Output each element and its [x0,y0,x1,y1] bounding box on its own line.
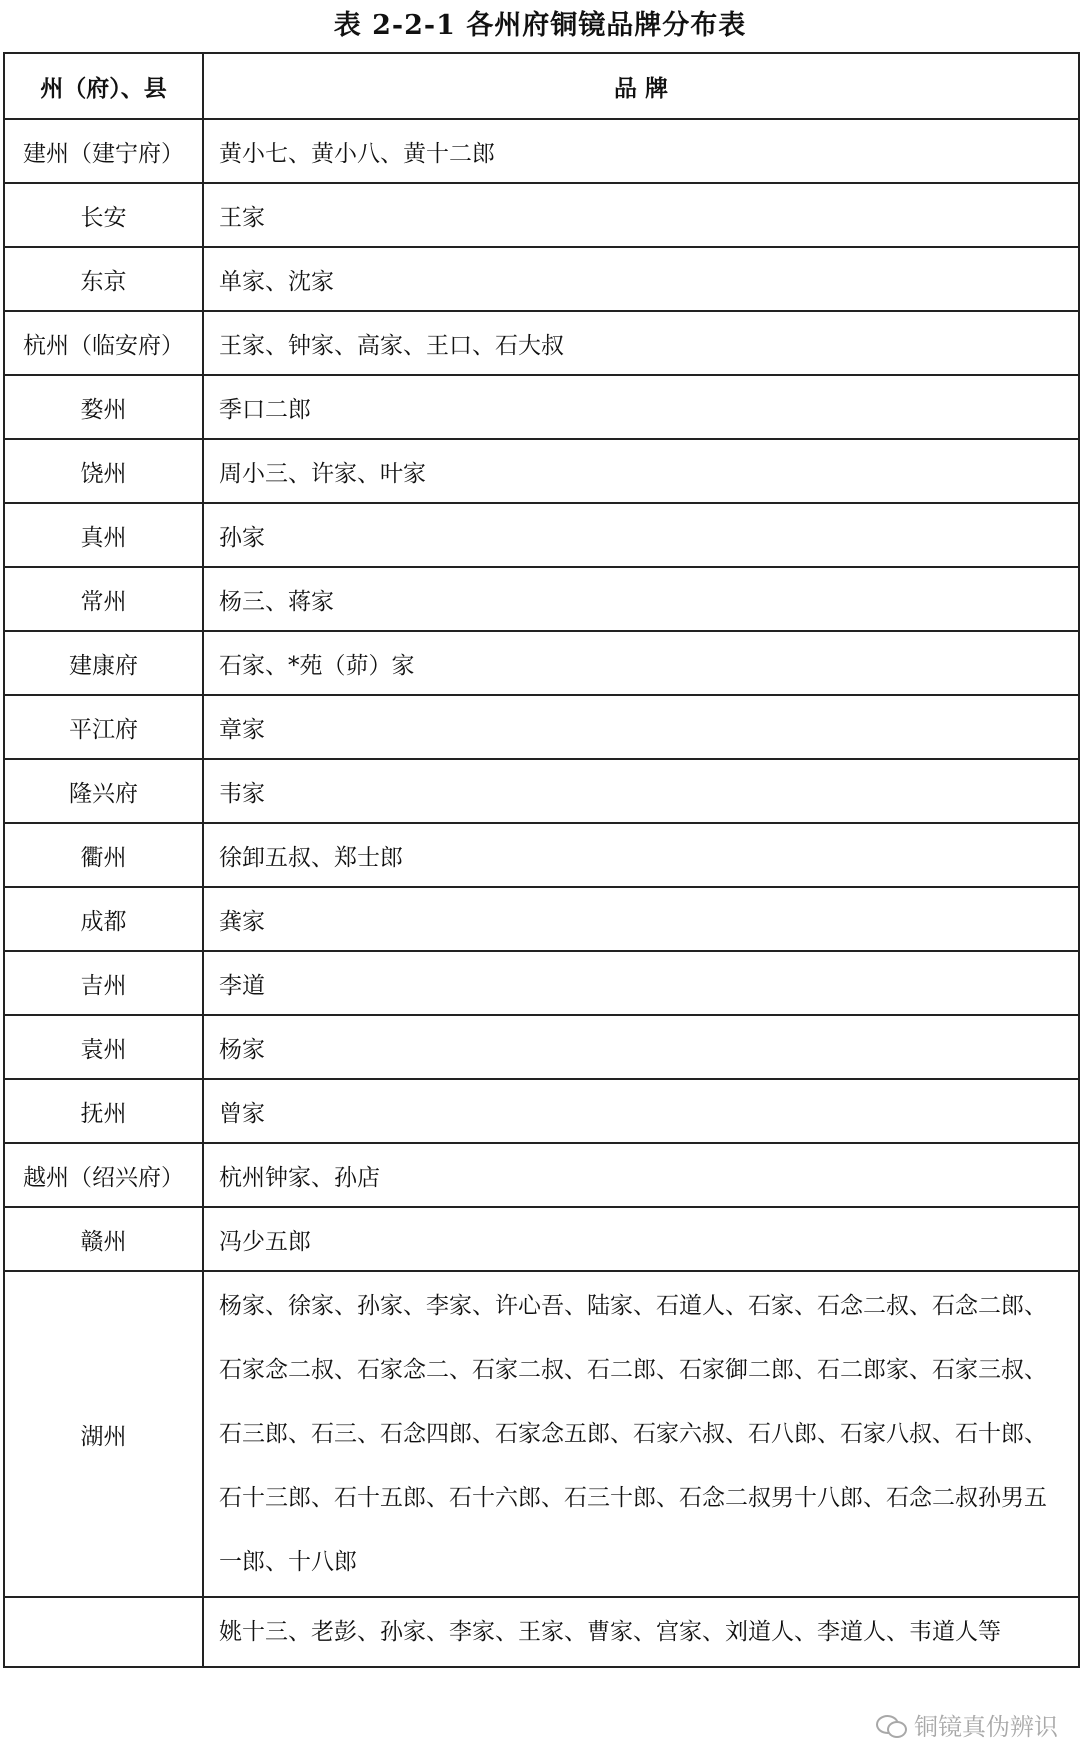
table-row [4,119,1079,183]
table-row [4,759,1079,823]
watermark-text: 铜镜真伪辨识 [914,1713,1058,1741]
brands-cell: 冯少五郎 [203,1207,1079,1271]
table-row [4,1207,1079,1271]
brands-cell: 韦家 [203,759,1079,823]
brands-cell: 徐卸五叔、郑士郎 [203,823,1079,887]
brands-cell: 杭州钟家、孙店 [203,1143,1079,1207]
table-row [4,567,1079,631]
region-cell: 建州（建宁府） [4,119,203,183]
table-row [4,1143,1079,1207]
region-cell: 抚州 [4,1079,203,1143]
region-cell: 杭州（临安府） [4,311,203,375]
table-row [4,503,1079,567]
table-row [4,439,1079,503]
region-cell: 东京 [4,247,203,311]
brands-cell: 周小三、许家、叶家 [203,439,1079,503]
wechat-icon [876,1713,906,1737]
table-row [4,183,1079,247]
table-header-row [4,53,1079,119]
table-row [4,311,1079,375]
table-title: 表 2-2-1 各州府铜镜品牌分布表 [333,10,747,41]
table-row [4,247,1079,311]
table-row [4,695,1079,759]
region-cell: 吉州 [4,951,203,1015]
table-body [4,119,1079,1667]
table-row [4,1597,1079,1667]
table-row [4,1015,1079,1079]
table-row [4,1079,1079,1143]
region-cell: 饶州 [4,439,203,503]
region-cell: 湖州 [4,1271,203,1597]
header-region: 州（府）、县 [4,53,203,119]
brands-cell: 杨家、徐家、孙家、李家、许心吾、陆家、石道人、石家、石念二叔、石念二郎、石家念二叔、石家念二、石家二叔、石二郎、石家御二郎、石二郎家、石家三叔、石三郎、石三、石念四郎、石家念五郎、石家六叔、石八郎、石家八叔、石十郎、石十三郎、石十五郎、石十六郎、石三十郎、石念二叔男十八郎、石念二叔孙男五一郎、十八郎 [203,1271,1079,1597]
table-row [4,1271,1079,1597]
table-row [4,823,1079,887]
region-cell: 衢州 [4,823,203,887]
header-brands: 品 牌 [203,53,1079,119]
brands-cell: 王家 [203,183,1079,247]
table-row [4,631,1079,695]
brands-cell: 章家 [203,695,1079,759]
region-cell: 隆兴府 [4,759,203,823]
region-cell: 平江府 [4,695,203,759]
brands-cell: 石家、*苑（茆）家 [203,631,1079,695]
brand-distribution-table [3,52,1080,1668]
brands-cell: 姚十三、老彭、孙家、李家、王家、曹家、宫家、刘道人、李道人、韦道人等 [203,1597,1079,1667]
brands-cell: 单家、沈家 [203,247,1079,311]
table-row [4,887,1079,951]
brands-cell: 黄小七、黄小八、黄十二郎 [203,119,1079,183]
brands-cell: 杨三、蒋家 [203,567,1079,631]
region-cell [4,1597,203,1667]
region-cell: 越州（绍兴府） [4,1143,203,1207]
brands-cell: 龚家 [203,887,1079,951]
table-row [4,375,1079,439]
region-cell: 赣州 [4,1207,203,1271]
region-cell: 婺州 [4,375,203,439]
brands-cell: 杨家 [203,1015,1079,1079]
brands-cell: 李道 [203,951,1079,1015]
brands-cell: 孙家 [203,503,1079,567]
brands-cell: 王家、钟家、高家、王口、石大叔 [203,311,1079,375]
region-cell: 成都 [4,887,203,951]
brands-cell: 季口二郎 [203,375,1079,439]
region-cell: 长安 [4,183,203,247]
watermark [876,1707,1058,1742]
region-cell: 建康府 [4,631,203,695]
region-cell: 袁州 [4,1015,203,1079]
brands-cell: 曾家 [203,1079,1079,1143]
table-row [4,951,1079,1015]
region-cell: 常州 [4,567,203,631]
region-cell: 真州 [4,503,203,567]
